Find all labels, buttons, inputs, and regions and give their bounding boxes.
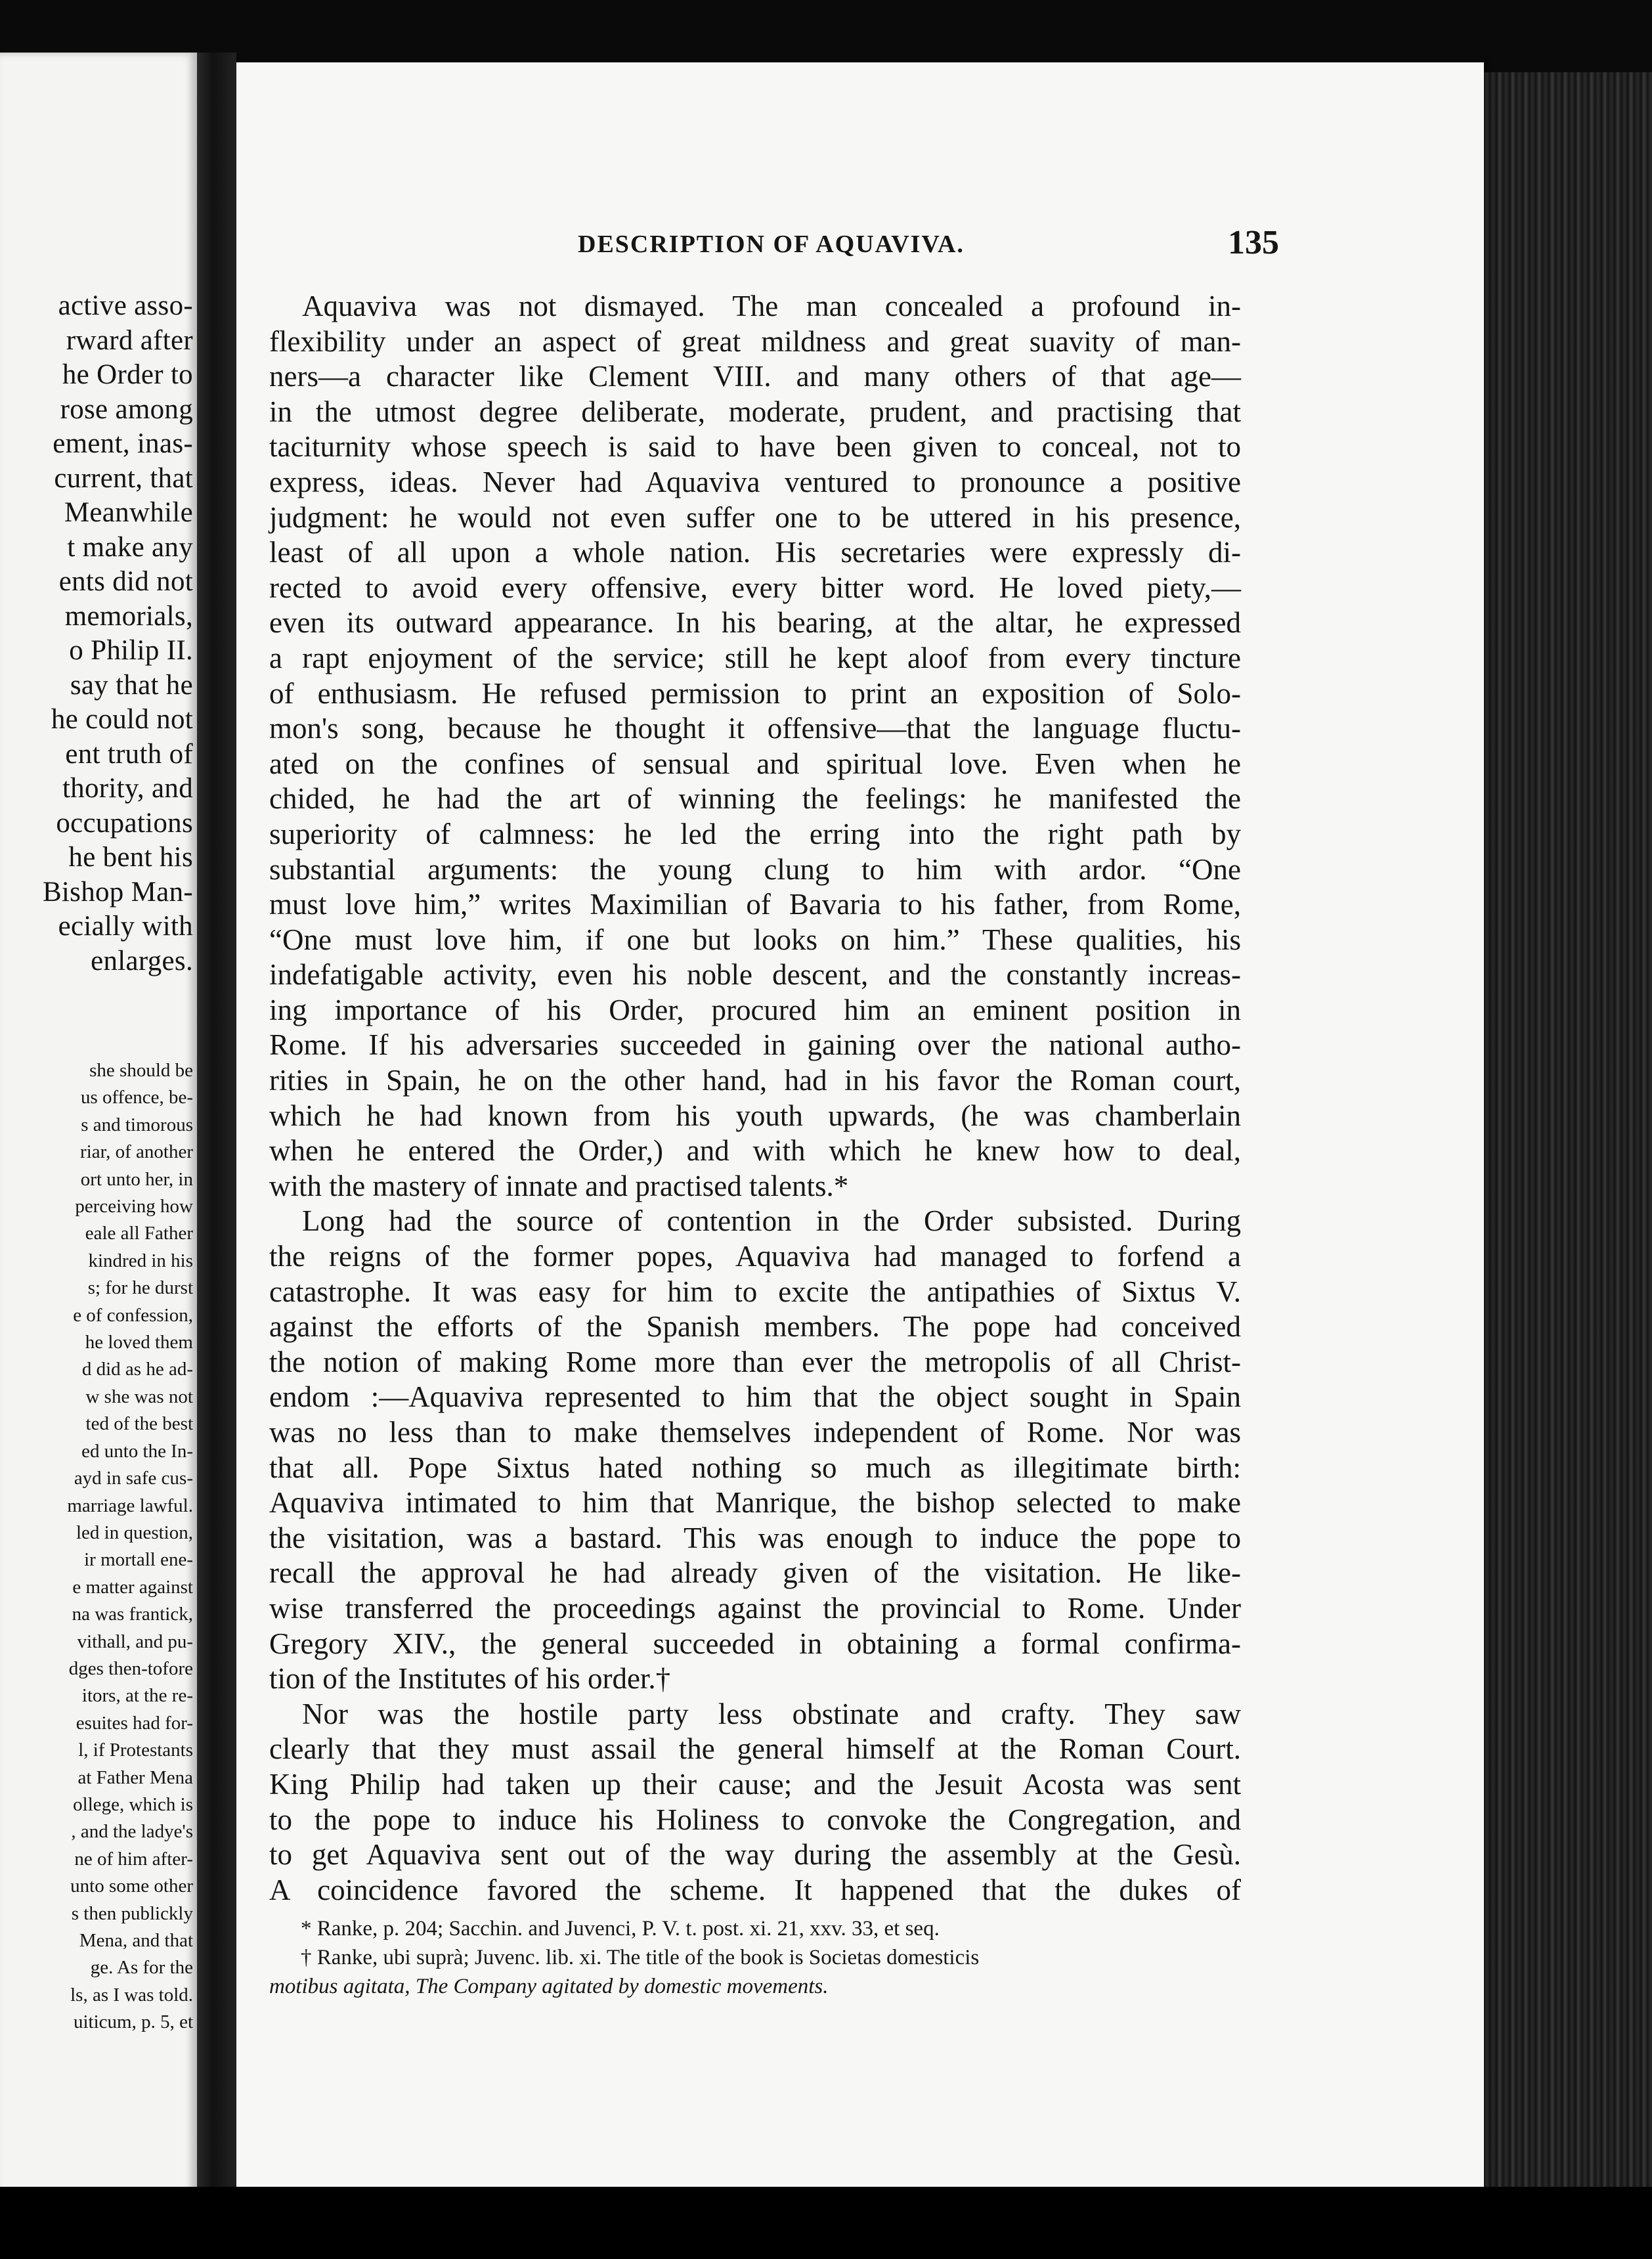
facing-page-note-line: ls, as I was told.: [70, 1984, 193, 2006]
body-line: against the efforts of the Spanish members. The pope had conceived: [269, 1310, 1241, 1344]
body-line: to get Aquaviva sent out of the way during the assembly at the Gesù.: [269, 1838, 1241, 1872]
body-line: which he had known from his youth upwards, (he was chamberlain: [269, 1099, 1241, 1132]
facing-page-note-line: perceiving how: [75, 1196, 193, 1217]
facing-page-left: [0, 53, 197, 2203]
body-line: the reigns of the former popes, Aquaviva had managed to forfend a: [269, 1240, 1241, 1273]
facing-page-note-line: s; for he durst: [87, 1277, 193, 1299]
body-line: Long had the source of contention in the Order subsisted. During: [302, 1204, 1241, 1238]
facing-page-note-line: ollege, which is: [73, 1793, 193, 1815]
facing-page-note-line: ted of the best: [85, 1413, 193, 1435]
facing-page-note-line: ir mortall ene-: [84, 1549, 193, 1571]
facing-page-note-line: vithall, and pu-: [77, 1631, 193, 1652]
facing-page-note-line: marriage lawful.: [67, 1495, 193, 1516]
body-line: mon's song, because he thought it offensive—that the language fluctu-: [269, 712, 1241, 745]
body-line: A coincidence favored the scheme. It happened that the dukes of: [269, 1873, 1241, 1906]
facing-page-note-line: l, if Protestants: [78, 1740, 193, 1761]
facing-page-line: rose among: [60, 393, 193, 425]
body-line: a rapt enjoyment of the service; still he kept aloof from every tincture: [269, 641, 1241, 674]
body-line: recall the approval he had already given of the visitation. He like-: [269, 1556, 1241, 1590]
facing-page-note-line: na was frantick,: [72, 1604, 193, 1625]
body-line: to the pope to induce his Holiness to convoke the Congregation, and: [269, 1803, 1241, 1836]
body-line: rities in Spain, he on the other hand, had in his favor the Roman court,: [269, 1064, 1241, 1097]
facing-page-note-line: ge. As for the: [90, 1957, 193, 1979]
body-line: must love him,” writes Maximilian of Bavaria to his father, from Rome,: [269, 888, 1241, 921]
scan-bottom-border: [0, 2187, 1652, 2259]
page-number: 135: [1228, 224, 1279, 261]
body-line: judgment: he would not even suffer one to be uttered in his presence,: [269, 500, 1241, 534]
facing-page-note-line: , and the ladye's: [71, 1821, 193, 1843]
facing-page-line: ement, inas-: [53, 428, 193, 459]
facing-page-line: t make any: [67, 531, 193, 563]
body-text: [269, 289, 1241, 1908]
body-line: with the mastery of innate and practised talents.*: [269, 1169, 849, 1202]
body-line: ners—a character like Clement VIII. and many others of that age—: [269, 360, 1241, 393]
facing-page-line: memorials,: [64, 600, 193, 632]
body-line: chided, he had the art of winning the feelings: he manifested the: [269, 782, 1241, 816]
body-line: Gregory XIV., the general succeeded in obtaining a formal confirma-: [269, 1627, 1241, 1660]
facing-page-note-line: unto some other: [70, 1875, 193, 1897]
footnote-line: motibus agitata, The Company agitated by domestic movements.: [269, 1975, 829, 1998]
facing-page-note-line: ne of him after-: [74, 1848, 193, 1870]
book-page: [236, 62, 1484, 2200]
facing-page-note-line: e matter against: [72, 1576, 193, 1598]
facing-page-line: say that he: [70, 669, 193, 701]
facing-page-note-line: s then publickly: [71, 1902, 193, 1924]
facing-page-line: he bent his: [68, 842, 193, 873]
facing-page-note-line: at Father Mena: [77, 1766, 193, 1788]
body-line: that all. Pope Sixtus hated nothing so much as illegitimate birth:: [269, 1451, 1241, 1484]
body-line: was no less than to make themselves independent of Rome. Nor was: [269, 1416, 1241, 1449]
body-line: substantial arguments: the young clung to him with ardor. “One: [269, 852, 1241, 886]
body-line: Aquaviva intimated to him that Manrique, the bishop selected to make: [269, 1486, 1241, 1520]
facing-page-body: [0, 289, 193, 978]
facing-page-note-line: dges then-tofore: [68, 1657, 193, 1679]
body-line: tion of the Institutes of his order.†: [269, 1662, 671, 1696]
body-line: catastrophe. It was easy for him to excite the antipathies of Sixtus V.: [269, 1275, 1241, 1308]
facing-page-note-line: kindred in his: [88, 1250, 193, 1271]
facing-page-note-line: eale all Father: [85, 1223, 193, 1244]
facing-page-note-line: ed unto the In-: [81, 1440, 193, 1462]
body-line: the visitation, was a bastard. This was enough to induce the pope to: [269, 1521, 1241, 1554]
facing-page-note-line: riar, of another: [80, 1141, 193, 1163]
facing-page-line: ent truth of: [65, 738, 193, 770]
book-gutter: [197, 53, 236, 2203]
book-page-edges: [1471, 72, 1652, 2187]
body-line: the notion of making Rome more than ever the metropolis of all Christ-: [269, 1345, 1241, 1378]
facing-page-line: occupations: [56, 807, 193, 839]
facing-page-line: current, that: [54, 462, 193, 494]
facing-page-line: ecially with: [58, 911, 193, 942]
facing-page-line: enlarges.: [91, 945, 193, 976]
body-line: superiority of calmness: he led the erring into the right path by: [269, 817, 1241, 850]
facing-page-note-line: itors, at the re-: [81, 1685, 193, 1707]
body-line: taciturnity whose speech is said to have been given to conceal, not to: [269, 430, 1241, 464]
facing-page-notes: [0, 1057, 193, 2036]
facing-page-line: he Order to: [62, 359, 193, 390]
body-line: least of all upon a whole nation. His secretaries were expressly di-: [269, 536, 1241, 569]
footnotes: [269, 1914, 1241, 2001]
facing-page-note-line: d did as he ad-: [81, 1359, 193, 1380]
body-line: rected to avoid every offensive, every bitter word. He loved piety,—: [269, 571, 1241, 604]
body-line: of enthusiasm. He refused permission to print an exposition of Solo-: [269, 676, 1241, 710]
footnote-line: * Ranke, p. 204; Sacchin. and Juvenci, P. V. t. post. xi. 21, xxv. 33, et seq.: [301, 1917, 940, 1941]
facing-page-note-line: w she was not: [85, 1386, 193, 1407]
body-line: Rome. If his adversaries succeeded in gaining over the national autho-: [269, 1028, 1241, 1062]
facing-page-line: Bishop Man-: [42, 876, 193, 908]
body-line: when he entered the Order,) and with which he knew how to deal,: [269, 1134, 1241, 1168]
body-line: wise transferred the proceedings against the provincial to Rome. Under: [269, 1591, 1241, 1625]
facing-page-note-line: she should be: [89, 1060, 193, 1081]
facing-page-note-line: uiticum, p. 5, et: [73, 2011, 193, 2033]
facing-page-line: rward after: [66, 324, 193, 356]
body-line: clearly that they must assail the general himself at the Roman Court.: [269, 1732, 1241, 1766]
facing-page-note-line: e of confession,: [73, 1304, 193, 1326]
facing-page-line: active asso-: [58, 290, 193, 321]
body-line: Aquaviva was not dismayed. The man concealed a profound in-: [302, 290, 1241, 322]
facing-page-note-line: led in question,: [76, 1522, 193, 1543]
facing-page-line: thority, and: [62, 773, 193, 804]
facing-page-line: ents did not: [58, 566, 193, 597]
body-line: even its outward appearance. In his bearing, at the altar, he expressed: [269, 606, 1241, 640]
body-line: in the utmost degree deliberate, moderate, prudent, and practising that: [269, 395, 1241, 428]
facing-page-note-line: s and timorous: [81, 1114, 193, 1135]
footnote-line: † Ranke, ubi suprà; Juvenc. lib. xi. The title of the book is Societas domesticis: [301, 1946, 980, 1969]
facing-page-note-line: ayd in safe cus-: [74, 1468, 193, 1489]
body-line: ated on the confines of sensual and spiritual love. Even when he: [269, 747, 1241, 780]
body-line: ing importance of his Order, procured him an eminent position in: [269, 993, 1241, 1026]
facing-page-note-line: esuites had for-: [76, 1712, 193, 1734]
facing-page-note-line: us offence, be-: [81, 1087, 193, 1108]
running-head: DESCRIPTION OF AQUAVIVA.: [578, 230, 965, 258]
body-line: express, ideas. Never had Aquaviva ventured to pronounce a positive: [269, 465, 1241, 498]
body-line: “One must love him, if one but looks on him.” These qualities, his: [269, 923, 1241, 956]
body-line: King Philip had taken up their cause; and the Jesuit Acosta was sent: [269, 1767, 1241, 1801]
body-line: indefatigable activity, even his noble descent, and the constantly increas-: [269, 958, 1241, 992]
facing-page-line: o Philip II.: [69, 635, 193, 666]
body-line: flexibility under an aspect of great mildness and great suavity of man-: [269, 324, 1241, 358]
facing-page-line: Meanwhile: [64, 497, 193, 528]
facing-page-note-line: Mena, and that: [79, 1930, 193, 1951]
body-line: Nor was the hostile party less obstinate and crafty. They saw: [302, 1697, 1241, 1730]
facing-page-line: he could not: [51, 704, 193, 735]
body-line: endom :—Aquaviva represented to him that the object sought in Spain: [269, 1380, 1241, 1414]
facing-page-note-line: ort unto her, in: [80, 1168, 193, 1190]
facing-page-note-line: he loved them: [85, 1332, 193, 1353]
